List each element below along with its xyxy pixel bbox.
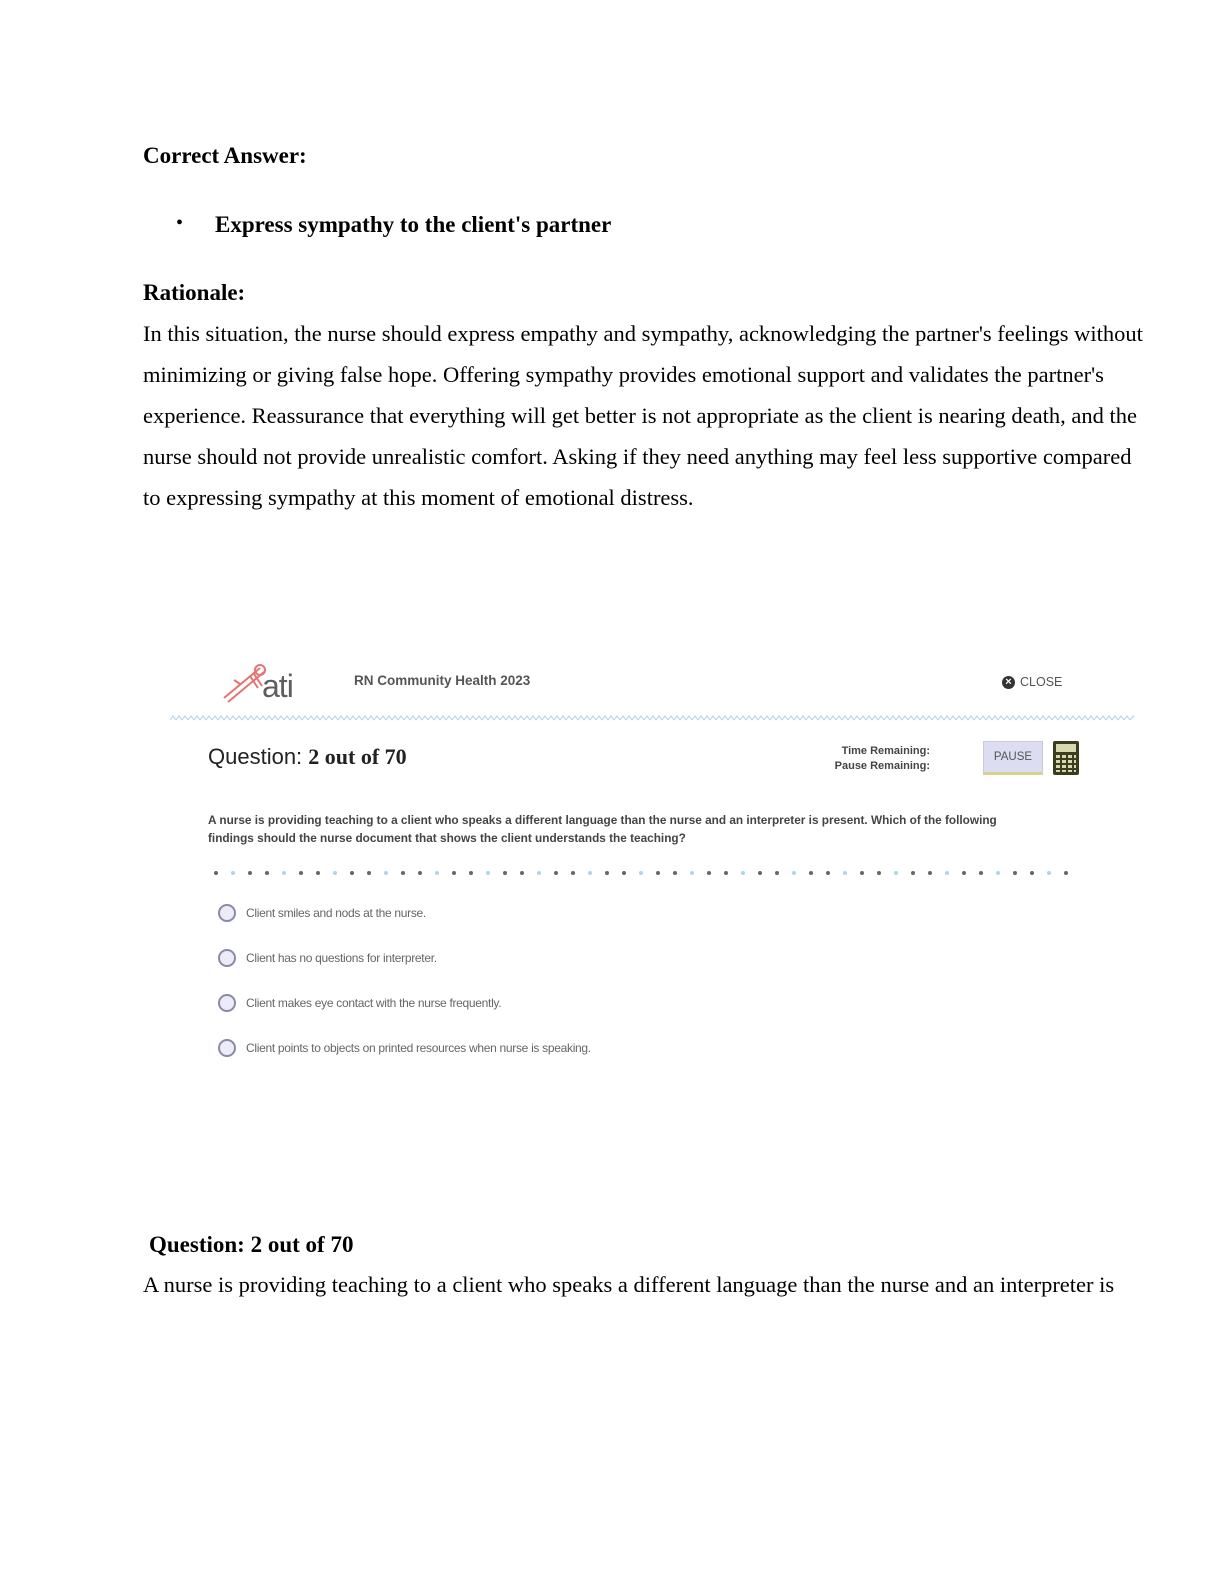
separator-dot [894, 871, 898, 875]
answer-option[interactable] [218, 949, 437, 967]
correct-answer-heading: Correct Answer: [143, 143, 307, 168]
separator-dot [1047, 871, 1051, 875]
separator-dot [554, 871, 558, 875]
separator-dot [401, 871, 405, 875]
time-remaining-label: Time Remaining: [841, 745, 930, 757]
separator-dot [962, 871, 966, 875]
rationale-line: nurse should not provide unrealistic comfort. Asking if they need anything may feel less supportive compared [143, 444, 1132, 469]
separator-dot [707, 871, 711, 875]
header-divider [170, 713, 1134, 723]
separator-dot [860, 871, 864, 875]
separator-dot [979, 871, 983, 875]
question-number: 2 out of 70 [308, 744, 407, 769]
separator-dot [775, 871, 779, 875]
separator-dot [741, 871, 745, 875]
separator-dot [452, 871, 456, 875]
separator-dot [1064, 871, 1068, 875]
ati-logo-text: ati [262, 668, 293, 704]
ati-logo-icon [220, 658, 320, 710]
rationale-line: to expressing sympathy at this moment of emotional distress. [143, 485, 694, 510]
answer-option[interactable] [218, 904, 426, 922]
separator-dot [843, 871, 847, 875]
question-label: Question: [208, 744, 303, 769]
separator-dot [622, 871, 626, 875]
separator-dot [469, 871, 473, 875]
separator-dot [928, 871, 932, 875]
answer-option-label: Client has no questions for interpreter. [246, 951, 437, 965]
answer-option-label: Client smiles and nods at the nurse. [246, 906, 426, 920]
rationale-line: experience. Reassurance that everything will get better is not appropriate as the client is nearing death, and the [143, 403, 1137, 428]
separator-dot [792, 871, 796, 875]
separator-dot [231, 871, 235, 875]
separator-dot [656, 871, 660, 875]
answer-option[interactable] [218, 994, 501, 1012]
separator-dot [1030, 871, 1034, 875]
separator-dot [248, 871, 252, 875]
separator-dot [571, 871, 575, 875]
rationale-heading: Rationale: [143, 280, 246, 305]
separator-dot [877, 871, 881, 875]
radio-button[interactable] [218, 949, 236, 967]
radio-button[interactable] [218, 904, 236, 922]
separator-dot [333, 871, 337, 875]
answer-option-label: Client points to objects on printed resources when nurse is speaking. [246, 1041, 591, 1055]
correct-answer-text: Express sympathy to the client's partner [215, 212, 612, 237]
separator-dot [520, 871, 524, 875]
separator-dot [724, 871, 728, 875]
close-button[interactable] [1002, 675, 1062, 689]
separator-dot [826, 871, 830, 875]
question-heading: Question: 2 out of 70 [149, 1232, 354, 1257]
separator-dot [486, 871, 490, 875]
timers [810, 744, 930, 774]
rationale-line: In this situation, the nurse should express empathy and sympathy, acknowledging the partner's feelings without [143, 321, 1143, 346]
separator-dot [945, 871, 949, 875]
close-label: CLOSE [1020, 675, 1063, 689]
pause-remaining-label: Pause Remaining: [834, 760, 930, 772]
separator-dot [537, 871, 541, 875]
separator-dot [418, 871, 422, 875]
separator-dot [605, 871, 609, 875]
dotted-separator [212, 868, 1078, 878]
course-title: RN Community Health 2023 [354, 673, 531, 688]
separator-dot [639, 871, 643, 875]
separator-dot [367, 871, 371, 875]
separator-dot [809, 871, 813, 875]
separator-dot [690, 871, 694, 875]
separator-dot [214, 871, 218, 875]
question-stem [208, 811, 1068, 847]
question-body: A nurse is providing teaching to a client who speaks a different language than the nurse and an interpreter is [143, 1272, 1115, 1297]
separator-dot [282, 871, 286, 875]
answer-option[interactable] [218, 1039, 591, 1057]
separator-dot [316, 871, 320, 875]
question-stem-line: findings should the nurse document that shows the client understands the teaching? [208, 831, 686, 845]
separator-dot [996, 871, 1000, 875]
separator-dot [384, 871, 388, 875]
pause-button[interactable]: PAUSE [983, 741, 1043, 775]
separator-dot [1013, 871, 1017, 875]
separator-dot [299, 871, 303, 875]
separator-dot [673, 871, 677, 875]
radio-button[interactable] [218, 994, 236, 1012]
separator-dot [758, 871, 762, 875]
close-circle-icon: × [1002, 676, 1015, 689]
rationale-body [143, 313, 1208, 518]
separator-dot [911, 871, 915, 875]
separator-dot [588, 871, 592, 875]
separator-dot [503, 871, 507, 875]
ati-exam-screenshot [170, 650, 1134, 1090]
separator-dot [265, 871, 269, 875]
rationale-line: minimizing or giving false hope. Offering sympathy provides emotional support and validates the partner's [143, 362, 1104, 387]
answer-option-label: Client makes eye contact with the nurse frequently. [246, 996, 502, 1010]
bullet-marker: • [176, 212, 184, 234]
separator-dot [350, 871, 354, 875]
question-counter [208, 744, 407, 770]
radio-button[interactable] [218, 1039, 236, 1057]
separator-dot [435, 871, 439, 875]
question-stem-line: A nurse is providing teaching to a client who speaks a different language than the nurse and an interpreter is present. Which of the following [208, 813, 997, 827]
calculator-icon[interactable] [1052, 740, 1080, 776]
